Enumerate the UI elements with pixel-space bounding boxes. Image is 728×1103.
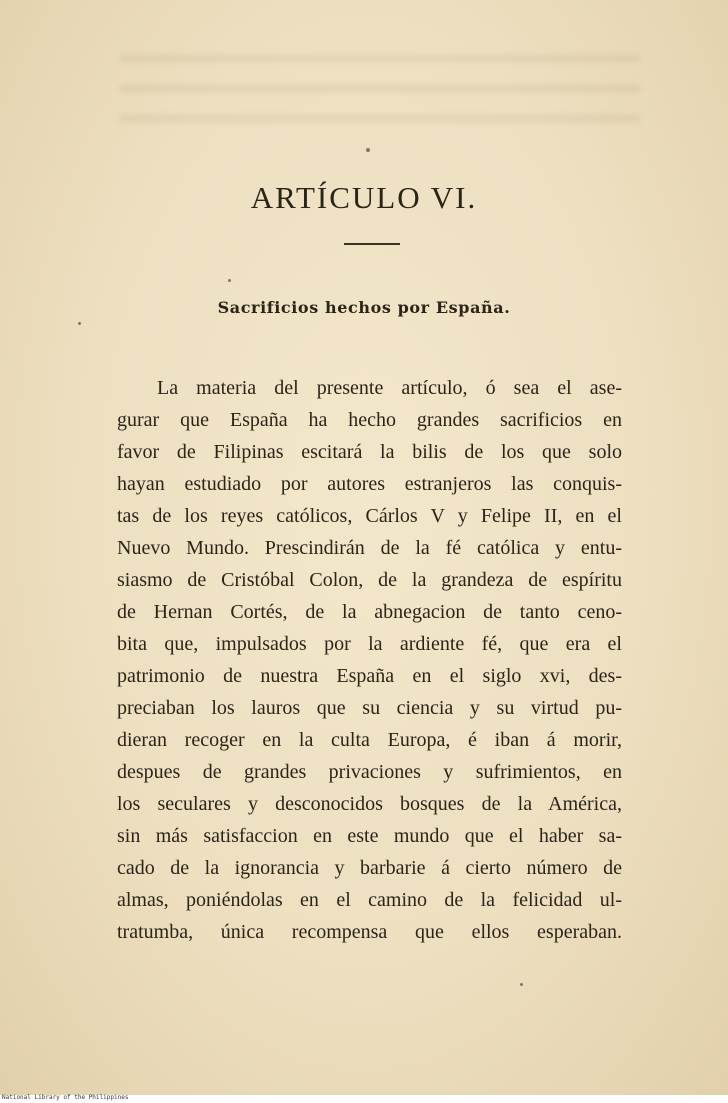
ink-speck: [228, 279, 231, 282]
bleed-through-text: [120, 55, 640, 125]
text-line: hayan estudiado por autores estranjeros las conquis-: [117, 473, 622, 495]
heading-rule: [344, 243, 400, 245]
text-line: preciaban los lauros que su ciencia y su virtud pu-: [117, 697, 622, 719]
text-line: patrimonio de nuestra España en el siglo xvi, des-: [117, 665, 622, 687]
text-line: gurar que España ha hecho grandes sacrificios en: [117, 409, 622, 431]
ink-speck: [520, 983, 523, 986]
body-paragraph: [117, 372, 622, 948]
text-line: favor de Filipinas escitará la bilis de los que solo: [117, 441, 622, 463]
ink-speck: [366, 148, 370, 152]
text-line: cado de la ignorancia y barbarie á cierto número de: [117, 857, 622, 879]
ink-speck: [78, 322, 81, 325]
text-line: sin más satisfaccion en este mundo que el haber sa-: [117, 825, 622, 847]
section-subheading: Sacrificios hechos por España.: [217, 298, 511, 317]
text-line: tratumba, única recompensa que ellos esperaban.: [117, 921, 622, 943]
text-line: bita que, impulsados por la ardiente fé, que era el: [117, 633, 622, 655]
text-line: almas, poniéndolas en el camino de la felicidad ul-: [117, 889, 622, 911]
text-line: despues de grandes privaciones y sufrimientos, en: [117, 761, 622, 783]
text-line: Nuevo Mundo. Prescindirán de la fé católica y entu-: [117, 537, 622, 559]
scan-footer: [0, 1095, 728, 1103]
chapter-heading: ARTÍCULO VI.: [250, 180, 478, 215]
text-line: de Hernan Cortés, de la abnegacion de tanto ceno-: [117, 601, 622, 623]
text-line: tas de los reyes católicos, Cárlos V y Felipe II, en el: [117, 505, 622, 527]
text-line: siasmo de Cristóbal Colon, de la grandeza de espíritu: [117, 569, 622, 591]
text-line: dieran recoger en la culta Europa, é iban á morir,: [117, 729, 622, 751]
library-credit: National Library of the Philippines: [2, 1094, 129, 1101]
text-line: los seculares y desconocidos bosques de la América,: [117, 793, 622, 815]
text-line: La materia del presente artículo, ó sea el ase-: [157, 377, 622, 399]
